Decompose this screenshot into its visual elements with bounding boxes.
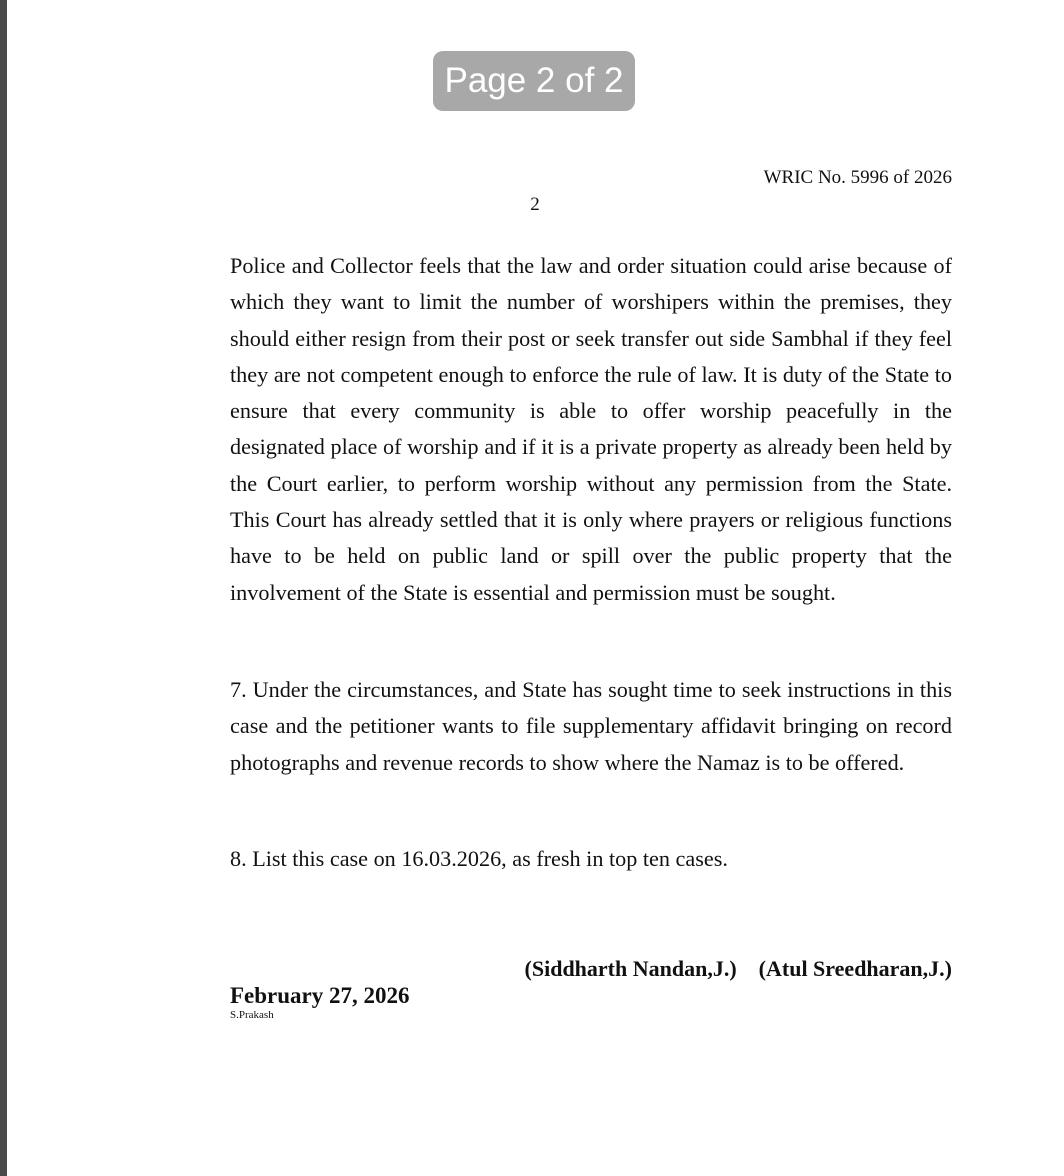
judge-name: (Siddharth Nandan,J.) xyxy=(524,956,737,981)
paragraph-8: 8. List this case on 16.03.2026, as fresh in top ten cases. xyxy=(230,846,728,871)
paragraph-7: 7. Under the circumstances, and State has sought time to seek instructions in this case and the petitioner wants to file supplementary affidavit bringing on record photographs and revenue records to show where the Namaz is to be offered. xyxy=(230,677,952,775)
page-number: 2 xyxy=(530,194,540,215)
clerk-name: S.Prakash xyxy=(230,1009,274,1021)
judges-signature xyxy=(525,955,952,983)
judge-name: (Atul Sreedharan,J.) xyxy=(758,956,952,981)
page-indicator: Page 2 of 2 xyxy=(433,51,635,111)
order-date: February 27, 2026 xyxy=(230,983,410,1008)
case-number: WRIC No. 5996 of 2026 xyxy=(763,167,952,188)
paragraph: Police and Collector feels that the law and order situation could arise because of which they want to limit the number of worshipers within the premises, they should either resign from their post or seek transfer out side Sambhal if they feel they are not competent enough to enforce the rule of law. It is duty of the State to ensure that every community is able to offer worship peacefully in the designated place of worship and if it is a private property as already been held by the Court earlier, to perform worship without any permission from the State. This Court has already settled that it is only where prayers or religious functions have to be held on public land or spill over the public property that the involvement of the State is essential and permission must be sought. xyxy=(230,253,952,605)
window-edge xyxy=(0,0,7,1176)
